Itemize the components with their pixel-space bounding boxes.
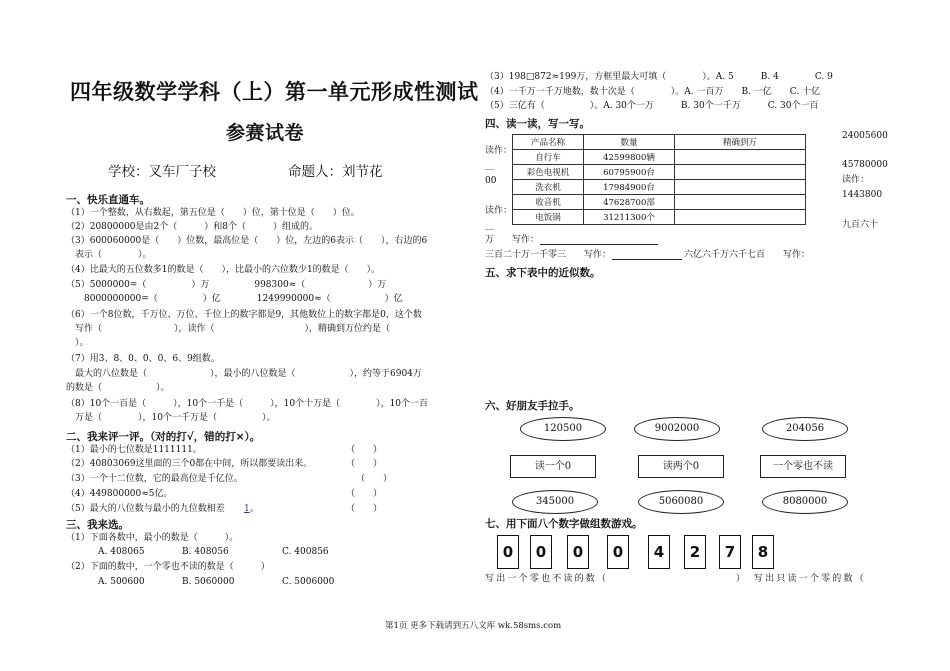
write-label-wan: 万 写作： [485, 235, 540, 245]
read-label-1: 读作： [485, 146, 513, 156]
question-3-5: （5）三亿有（ ）。A. 30个一万 B. 30个一千万 C. 30个一百 [485, 101, 819, 111]
judge-statement: （5）最大的八位数与最小的九位数相差 [66, 504, 225, 514]
product-name: 彩色电视机 [513, 165, 584, 180]
question-1-line: （3）600060000是（ ）位数，最高位是（ ）位，左边的6表示（ ），右边的6 [66, 236, 428, 246]
question-3-1: （1）下面各数中，最小的数是（ ）。 [66, 533, 239, 543]
section-5-heading: 五、求下表中的近似数。 [485, 267, 601, 279]
digit-card[interactable]: 0 [607, 535, 629, 569]
dash-1: ＿ [485, 162, 495, 172]
page-title: 四年级数学学科（上）第一单元形成性测试 [70, 80, 479, 104]
statement-end-mark: 。 [250, 504, 260, 514]
question-1-line: （1）一个整数，从右数起，第五位是（ ）位，第十位是（ ）位。 [66, 208, 360, 218]
question-1-line: 表示（ ）。 [66, 250, 152, 260]
digit-card[interactable]: 2 [684, 535, 706, 569]
header-rounded: 精确到万 [675, 135, 806, 150]
question-1-line: （4）比最大的五位数多1的数是（ ），比最小的六位数少1的数是（ ）。 [66, 265, 381, 275]
question-1-line: ）。 [66, 338, 89, 348]
prompt-no-zero: 写出一个零也不读的数（ [485, 574, 609, 584]
right-number-words: 九百六十 [842, 220, 879, 230]
product-quantity: 47628700部 [584, 195, 675, 210]
digit-card[interactable]: 8 [752, 535, 774, 569]
answer-parentheses[interactable]: （ ） [346, 489, 383, 499]
author-label: 命题人：刘节花 [288, 164, 383, 180]
product-quantity: 60795900台 [584, 165, 675, 180]
option-3-2-c: C. 5006000 [282, 577, 335, 587]
page-footer: 第1页 更多下载请到五八文库 wk.58sms.com [385, 621, 562, 631]
option-3-1-b: B. 408056 [182, 547, 229, 557]
section-6-heading: 六、好朋友手拉手。 [485, 400, 580, 412]
product-table [512, 134, 806, 225]
question-1-line: 8000000000=（ ）亿 1249990000≈（ ）亿 [66, 294, 403, 304]
judge-statement: （1）最小的七位数是1111111。 [66, 445, 202, 455]
dash-2: ＿ [485, 222, 495, 232]
question-1-line: （8）10个一百是（ ），10个一千是（ ），10个十万是（ ），10个一百 [66, 399, 429, 409]
number-oval[interactable]: 345000 [512, 490, 598, 514]
reading-box[interactable]: 读一个0 [510, 455, 596, 478]
write-label-bottom-a: 三百二十万一千零三 写作： [485, 250, 612, 260]
table-row [513, 150, 806, 165]
product-quantity: 31211300个 [584, 210, 675, 225]
header-product: 产品名称 [513, 135, 584, 150]
answer-cell[interactable] [675, 150, 806, 165]
product-name: 收音机 [513, 195, 584, 210]
digit-card[interactable]: 7 [719, 535, 741, 569]
table-row [513, 180, 806, 195]
product-quantity: 17984900台 [584, 180, 675, 195]
answer-parentheses[interactable]: （ ） [346, 504, 383, 514]
reading-box[interactable]: 读两个0 [638, 455, 724, 478]
page-subtitle: 参赛试卷 [226, 122, 305, 144]
digit-card[interactable]: 4 [648, 535, 670, 569]
section-3-heading: 三、我来选。 [66, 519, 129, 531]
right-read-label: 读作： [842, 175, 870, 185]
number-oval[interactable]: 204056 [762, 417, 848, 441]
product-name: 电饭锅 [513, 210, 584, 225]
product-name: 自行车 [513, 150, 584, 165]
digit-card[interactable]: 0 [497, 535, 519, 569]
judge-statement: （2）40803069这里面的三个0都在中间，所以都要读出来。 [66, 459, 313, 469]
table-row [513, 195, 806, 210]
section-7-heading: 七、用下面八个数字做组数游戏。 [485, 518, 643, 530]
write-label-bottom-b: 六亿六千万六千七百 写作： [684, 250, 811, 260]
product-name: 洗衣机 [513, 180, 584, 195]
reading-box[interactable]: 一个零也不读 [760, 455, 846, 478]
question-1-line: 的数是（ ）。 [66, 383, 170, 393]
judge-statement: （3）一个十二位数，它的最高位是千亿位。 [66, 474, 243, 484]
question-1-line: （7）用3、8、0、0、0、6、9组数。 [66, 354, 220, 364]
question-1-line: 最大的八位数是（ ），最小的八位数是（ ），约等于6904万 [66, 369, 422, 379]
question-3-3: （3）198□872≈199万，方框里最大可填（ ）。A. 5 B. 4 C. 9 [485, 72, 833, 82]
answer-link-one[interactable]: 1 [244, 504, 250, 514]
option-3-1-a: A. 408065 [98, 547, 145, 557]
answer-cell[interactable] [675, 210, 806, 225]
question-1-line: 写作（ ），读作（ ），精确到万位约是（ [66, 324, 391, 334]
answer-parentheses[interactable]: （ ） [356, 474, 393, 484]
write-blank-2[interactable] [612, 259, 682, 260]
digit-card[interactable]: 0 [530, 535, 552, 569]
number-oval[interactable]: 5060080 [638, 490, 724, 514]
question-1-line: （2）20800000是由2个（ ）和8个（ ）组成的。 [66, 222, 318, 232]
read-label-2: 读作： [485, 206, 513, 216]
number-00: 00 [485, 176, 497, 186]
question-1-line: 万是（ ），10个一千万是（ ）。 [66, 413, 276, 423]
school-label: 学校：叉车厂子校 [108, 164, 216, 180]
product-quantity: 42599800辆 [584, 150, 675, 165]
judge-statement: （4）449800000≈5亿。 [66, 489, 173, 499]
number-oval[interactable]: 9002000 [634, 417, 720, 441]
question-3-2: （2）下面的数中，一个零也不读的数是（ ） [66, 562, 270, 572]
right-number-1: 24005600 [842, 131, 888, 141]
section-2-heading: 二、我来评一评。（对的打√，错的打×）。 [66, 431, 261, 443]
section-4-heading: 四、读一读，写一写。 [485, 118, 590, 130]
option-3-2-b: B. 5060000 [182, 577, 235, 587]
write-blank-1[interactable] [540, 244, 658, 245]
right-number-2: 45780000 [842, 160, 888, 170]
answer-cell[interactable] [675, 180, 806, 195]
answer-parentheses[interactable]: （ ） [346, 459, 383, 469]
prompt-one-zero: ） 写出只读一个零的数（ [736, 574, 866, 584]
header-quantity: 数量 [584, 135, 675, 150]
option-3-1-c: C. 400856 [282, 547, 329, 557]
table-header-row [513, 135, 806, 150]
question-3-4: （4）一千万一千万地数，数十次是（ ）。A. 一百万 B. 一亿 C. 十亿 [485, 87, 821, 97]
right-number-3: 1443800 [842, 190, 883, 200]
number-oval[interactable]: 8080000 [762, 490, 848, 514]
table-row [513, 210, 806, 225]
section-1-heading: 一、快乐直通车。 [66, 194, 150, 206]
answer-cell[interactable] [675, 195, 806, 210]
table-row [513, 165, 806, 180]
option-3-2-a: A. 500600 [98, 577, 145, 587]
answer-parentheses[interactable]: （ ） [346, 445, 383, 455]
digit-card[interactable]: 0 [567, 535, 589, 569]
number-oval[interactable]: 120500 [520, 417, 606, 441]
answer-cell[interactable] [675, 165, 806, 180]
question-1-line: （6）一个8位数，千万位、万位、千位上的数字都是9，其他数位上的数字都是0，这个数 [66, 310, 422, 320]
question-1-line: （5）5000000=（ ）万 998300≈（ ）万 [66, 280, 387, 290]
